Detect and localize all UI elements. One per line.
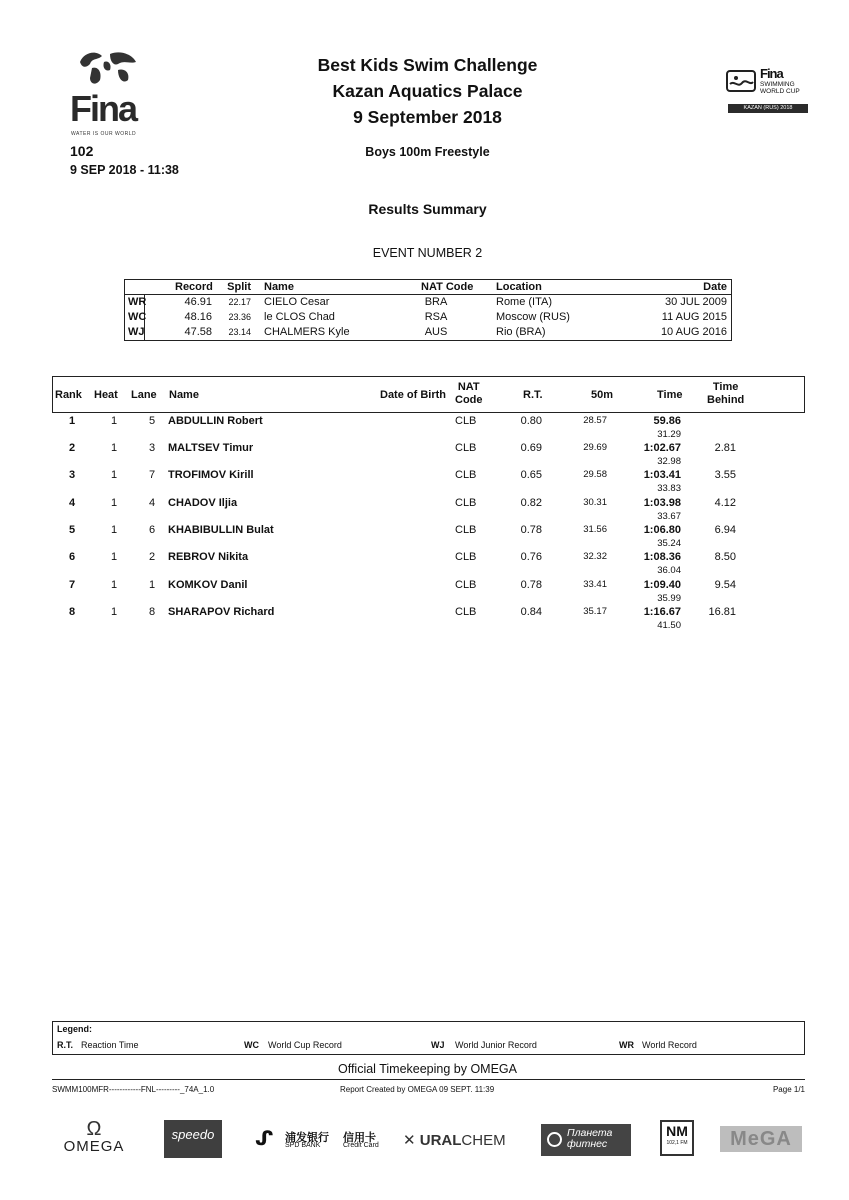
- record-date: 30 JUL 2009: [665, 296, 727, 308]
- schedule-datetime: 9 SEP 2018 - 11:38: [70, 163, 179, 177]
- planeta-circle-icon: [547, 1132, 562, 1147]
- header-time: Time: [657, 389, 683, 401]
- title-venue: Kazan Aquatics Palace: [332, 81, 523, 101]
- header-lane: Lane: [131, 389, 157, 401]
- record-location: Rio (BRA): [496, 326, 546, 338]
- record-nat: AUS: [424, 326, 448, 338]
- result-rank: 7: [68, 579, 76, 591]
- records-header-name: Name: [264, 281, 294, 293]
- result-nat: CLB: [455, 606, 477, 618]
- result-reaction-time: 0.78: [520, 579, 542, 591]
- world-cup-logo-band: KAZAN (RUS) 2018: [728, 104, 808, 113]
- result-nat: CLB: [455, 497, 477, 509]
- result-second-split: 33.67: [657, 511, 681, 522]
- result-nat: CLB: [455, 469, 477, 481]
- result-row: [52, 469, 805, 496]
- legend-value-wr: World Record: [642, 1040, 697, 1050]
- result-lane: 2: [148, 551, 156, 563]
- result-lane: 5: [148, 415, 156, 427]
- result-lane: 7: [148, 469, 156, 481]
- record-type: WC: [128, 311, 147, 323]
- result-row: [52, 579, 805, 606]
- results-summary-title: Results Summary: [368, 201, 487, 217]
- globe-icon: [72, 48, 142, 90]
- result-name: KHABIBULLIN Bulat: [168, 524, 274, 536]
- legend-key-wj: WJ: [431, 1040, 445, 1050]
- record-holder: CHALMERS Kyle: [264, 326, 350, 338]
- result-reaction-time: 0.84: [520, 606, 542, 618]
- record-nat: BRA: [424, 296, 448, 308]
- spd-credit-card-chinese: 信用卡: [343, 1132, 376, 1144]
- header-behind-line1: Time: [712, 381, 739, 393]
- header-heat: Heat: [94, 389, 118, 401]
- result-time-behind: 4.12: [714, 497, 736, 509]
- nm-radio-frequency: 102,1 FM: [666, 1140, 688, 1146]
- header-nat-line2: Code: [455, 394, 483, 406]
- result-time: 1:08.36: [643, 551, 681, 563]
- spd-bank-chinese: 浦发银行: [285, 1132, 329, 1144]
- header-time-behind: [707, 381, 744, 407]
- fina-tagline: WATER IS OUR WORLD: [71, 131, 137, 137]
- world-cup-logo: [726, 66, 808, 116]
- results-header-row: [52, 376, 805, 413]
- fina-logo: [66, 48, 148, 140]
- result-heat: 1: [110, 415, 118, 427]
- title-date: 9 September 2018: [353, 107, 502, 127]
- header-rank: Rank: [55, 389, 82, 401]
- records-row: [125, 310, 731, 325]
- result-rank: 1: [68, 415, 76, 427]
- result-row: [52, 551, 805, 578]
- result-row: [52, 606, 805, 633]
- swimmer-icon: [726, 70, 756, 92]
- result-heat: 1: [110, 579, 118, 591]
- legend-title: Legend:: [57, 1024, 92, 1034]
- planeta-fitnes-logo: [541, 1124, 631, 1156]
- result-50m-split: 29.58: [583, 469, 607, 480]
- result-time-behind: 2.81: [714, 442, 736, 454]
- report-created: Report Created by OMEGA 09 SEPT. 11:39: [340, 1085, 495, 1094]
- records-header-nat: NAT Code: [421, 281, 474, 293]
- uralchem-x-icon: ✕: [403, 1132, 416, 1149]
- result-name: SHARAPOV Richard: [168, 606, 275, 618]
- records-header-row: [125, 280, 731, 295]
- record-split: 23.36: [228, 312, 251, 322]
- speedo-wordmark: speedo: [171, 1127, 215, 1142]
- result-50m-split: 29.69: [583, 442, 607, 453]
- header-50m: 50m: [591, 389, 614, 401]
- record-time: 46.91: [184, 296, 212, 308]
- result-second-split: 35.99: [657, 593, 681, 604]
- mega-logo: [720, 1126, 802, 1152]
- result-heat: 1: [110, 469, 118, 481]
- world-cup-logo-line2: WORLD CUP: [760, 88, 800, 95]
- result-row: [52, 497, 805, 524]
- legend-box: [52, 1021, 805, 1055]
- result-50m-split: 31.56: [583, 524, 607, 535]
- planeta-line1: Планета: [567, 1127, 613, 1139]
- header-nat-line1: NAT: [457, 381, 480, 393]
- result-lane: 8: [148, 606, 156, 618]
- header-behind-line2: Behind: [707, 394, 745, 406]
- result-lane: 4: [148, 497, 156, 509]
- record-holder: le CLOS Chad: [264, 311, 335, 323]
- record-date: 11 AUG 2015: [661, 311, 727, 323]
- result-nat: CLB: [455, 524, 477, 536]
- nm-radio-mark: NM: [666, 1123, 688, 1139]
- header-nat-code: [455, 381, 483, 407]
- legend-value-wj: World Junior Record: [455, 1040, 537, 1050]
- records-header-record: Record: [175, 281, 213, 293]
- result-time-behind: 6.94: [714, 524, 736, 536]
- spd-bank-mark-icon: ᔑ: [255, 1128, 274, 1150]
- result-row: [52, 415, 805, 442]
- result-50m-split: 35.17: [583, 606, 607, 617]
- event-number: EVENT NUMBER 2: [372, 246, 483, 260]
- result-reaction-time: 0.80: [520, 415, 542, 427]
- result-50m-split: 32.32: [583, 551, 607, 562]
- result-reaction-time: 0.76: [520, 551, 542, 563]
- result-time: 1:16.67: [643, 606, 681, 618]
- result-reaction-time: 0.65: [520, 469, 542, 481]
- result-heat: 1: [110, 442, 118, 454]
- result-name: TROFIMOV Kirill: [168, 469, 254, 481]
- speedo-logo: [164, 1120, 222, 1158]
- header-date-of-birth: Date of Birth: [380, 389, 446, 401]
- report-code: SWMM100MFR------------FNL---------_74A_1.0: [52, 1085, 215, 1094]
- result-time-behind: 16.81: [708, 606, 736, 618]
- result-time: 1:03.98: [643, 497, 681, 509]
- result-name: REBROV Nikita: [168, 551, 249, 563]
- result-lane: 1: [148, 579, 156, 591]
- result-row: [52, 524, 805, 551]
- planeta-line2: фитнес: [567, 1138, 608, 1150]
- record-time: 47.58: [184, 326, 212, 338]
- title-competition: Best Kids Swim Challenge: [317, 55, 538, 75]
- event-name: Boys 100m Freestyle: [365, 145, 490, 159]
- result-50m-split: 30.31: [583, 497, 607, 508]
- record-type: WR: [128, 296, 147, 308]
- record-date: 10 AUG 2016: [660, 326, 727, 338]
- result-rank: 6: [68, 551, 76, 563]
- result-second-split: 33.83: [657, 483, 681, 494]
- records-table: [124, 279, 732, 341]
- records-header-split: Split: [227, 281, 251, 293]
- result-time: 59.86: [653, 415, 681, 427]
- record-split: 23.14: [228, 327, 251, 337]
- document-title: [255, 52, 600, 130]
- result-second-split: 31.29: [657, 429, 681, 440]
- mega-wordmark: MeGA: [730, 1128, 792, 1150]
- result-50m-split: 28.57: [583, 415, 607, 426]
- result-reaction-time: 0.82: [520, 497, 542, 509]
- result-name: KOMKOV Danil: [168, 579, 248, 591]
- result-second-split: 36.04: [657, 565, 681, 576]
- legend-key-wc: WC: [244, 1040, 259, 1050]
- legend-value-wc: World Cup Record: [268, 1040, 342, 1050]
- legend-value-rt: Reaction Time: [81, 1040, 139, 1050]
- result-nat: CLB: [455, 415, 477, 427]
- result-rank: 5: [68, 524, 76, 536]
- result-name: ABDULLIN Robert: [168, 415, 263, 427]
- record-time: 48.16: [184, 311, 212, 323]
- result-heat: 1: [110, 497, 118, 509]
- result-lane: 6: [148, 524, 156, 536]
- uralchem-rest: CHEM: [461, 1132, 506, 1149]
- result-reaction-time: 0.69: [520, 442, 542, 454]
- result-time: 1:09.40: [643, 579, 681, 591]
- result-rank: 8: [68, 606, 76, 618]
- record-split: 22.17: [228, 297, 251, 307]
- page-number: Page 1/1: [772, 1085, 805, 1094]
- record-nat: RSA: [424, 311, 448, 323]
- spd-credit-card-english: Credit Card: [343, 1142, 379, 1149]
- records-row: [125, 295, 731, 310]
- result-time: 1:03.41: [643, 469, 681, 481]
- result-name: MALTSEV Timur: [168, 442, 254, 454]
- spd-bank-english: SPD BANK: [285, 1142, 321, 1149]
- header-reaction-time: R.T.: [523, 389, 543, 401]
- result-time-behind: 3.55: [714, 469, 736, 481]
- result-reaction-time: 0.78: [520, 524, 542, 536]
- nm-radio-logo: [660, 1120, 694, 1156]
- record-type: WJ: [128, 326, 145, 338]
- result-nat: CLB: [455, 579, 477, 591]
- result-rank: 4: [68, 497, 76, 509]
- result-row: [52, 442, 805, 469]
- result-heat: 1: [110, 524, 118, 536]
- record-holder: CIELO Cesar: [264, 296, 330, 308]
- schedule-number: 102: [70, 143, 94, 159]
- records-header-date: Date: [703, 281, 727, 293]
- omega-symbol-icon: Ω: [86, 1118, 102, 1140]
- result-nat: CLB: [455, 551, 477, 563]
- spd-bank-logo: [255, 1120, 381, 1160]
- records-header-location: Location: [496, 281, 542, 293]
- result-heat: 1: [110, 551, 118, 563]
- official-timekeeping: Official Timekeeping by OMEGA: [337, 1062, 517, 1076]
- record-location: Rome (ITA): [496, 296, 553, 308]
- footer-divider: [52, 1079, 805, 1080]
- omega-wordmark: OMEGA: [63, 1138, 125, 1155]
- result-time-behind: 9.54: [714, 579, 736, 591]
- result-heat: 1: [110, 606, 118, 618]
- result-rank: 3: [68, 469, 76, 481]
- result-nat: CLB: [455, 442, 477, 454]
- uralchem-logo: [403, 1131, 515, 1171]
- fina-logo-word: Fina: [70, 88, 137, 129]
- world-cup-logo-text: [760, 81, 800, 95]
- record-location: Moscow (RUS): [496, 311, 570, 323]
- result-lane: 3: [148, 442, 156, 454]
- legend-key-rt: R.T.: [57, 1040, 74, 1050]
- legend-key-wr: WR: [619, 1040, 634, 1050]
- result-rank: 2: [68, 442, 76, 454]
- result-name: CHADOV Iljia: [168, 497, 238, 509]
- result-time: 1:06.80: [643, 524, 681, 536]
- result-time-behind: 8.50: [714, 551, 736, 563]
- records-row: [125, 325, 731, 340]
- omega-logo: [56, 1120, 132, 1160]
- header-name: Name: [169, 389, 199, 401]
- world-cup-logo-word: Fina: [760, 66, 783, 81]
- result-second-split: 32.98: [657, 456, 681, 467]
- world-cup-logo-line1: SWIMMING: [760, 81, 795, 88]
- result-time: 1:02.67: [643, 442, 681, 454]
- result-second-split: 41.50: [657, 620, 681, 631]
- result-second-split: 35.24: [657, 538, 681, 549]
- uralchem-bold: URAL: [419, 1132, 462, 1149]
- result-50m-split: 33.41: [583, 579, 607, 590]
